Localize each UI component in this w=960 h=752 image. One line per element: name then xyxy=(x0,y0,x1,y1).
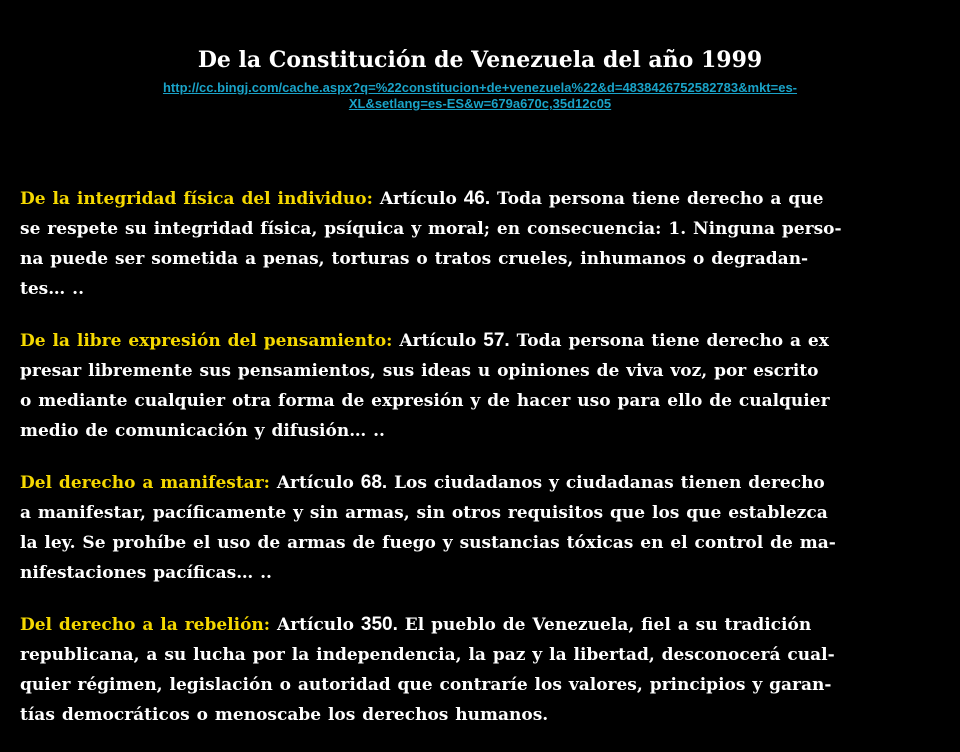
source-link[interactable] xyxy=(30,80,930,112)
page-title: De la Constitución de Venezuela del año 1999 xyxy=(197,47,763,73)
document-header xyxy=(0,46,960,112)
article-line: presar libremente sus pensamientos, sus ideas u opiniones de viva voz, por escrito xyxy=(20,361,819,381)
article-number: 350. xyxy=(360,614,398,635)
article-46 xyxy=(20,184,960,304)
source-link-line1: http://cc.bingj.com/cache.aspx?q=%22constitucion+de+venezuela%22&d=4838426752582783&mkt=es- xyxy=(162,80,798,95)
article-number: 46. xyxy=(463,188,491,209)
article-line: republicana, a su lucha por la independencia, la paz y la libertad, desconocerá cual- xyxy=(20,645,835,665)
article-heading: Del derecho a manifestar: xyxy=(20,473,270,493)
article-text: Los ciudadanos y ciudadanas tienen derecho xyxy=(387,473,825,493)
article-line: se respete su integridad física, psíquica y moral; en consecuencia: 1. Ninguna perso- xyxy=(20,219,842,239)
article-number: 57. xyxy=(483,330,510,351)
article-label: Artículo xyxy=(379,189,457,209)
article-line: la ley. Se prohíbe el uso de armas de fuego y sustancias tóxicas en el control de ma- xyxy=(20,533,836,553)
article-heading: Del derecho a la rebelión: xyxy=(20,615,271,635)
articles-section xyxy=(20,184,960,752)
article-heading: De la integridad física del individuo: xyxy=(20,189,373,209)
article-text: Toda persona tiene derecho a ex xyxy=(509,331,829,351)
article-text: El pueblo de Venezuela, fiel a su tradición xyxy=(397,615,812,635)
article-text: Toda persona tiene derecho a que xyxy=(490,189,824,209)
article-line: a manifestar, pacíficamente y sin armas, sin otros requisitos que los que establezca xyxy=(20,503,828,523)
article-label: Artículo xyxy=(399,331,477,351)
article-line: medio de comunicación y difusión… .. xyxy=(20,421,385,441)
article-label: Artículo xyxy=(277,615,354,635)
article-line: tes… .. xyxy=(20,279,84,299)
article-line: o mediante cualquier otra forma de expresión y de hacer uso para ello de cualquier xyxy=(20,391,830,411)
article-number: 68. xyxy=(360,472,388,493)
article-line: tías democráticos o menoscabe los derechos humanos. xyxy=(20,705,549,725)
article-57 xyxy=(20,326,960,446)
article-line: quier régimen, legislación o autoridad que contraríe los valores, principios y garan- xyxy=(20,675,832,695)
article-line xyxy=(20,326,960,356)
article-line: nifestaciones pacíficas… .. xyxy=(20,563,272,583)
article-heading: De la libre expresión del pensamiento: xyxy=(20,331,393,351)
article-label: Artículo xyxy=(276,473,354,493)
article-line: na puede ser sometida a penas, torturas o tratos crueles, inhumanos o degradan- xyxy=(20,249,809,269)
article-line xyxy=(20,610,960,640)
article-line xyxy=(20,184,960,214)
article-68 xyxy=(20,468,960,588)
article-350 xyxy=(20,610,960,730)
article-line xyxy=(20,468,960,498)
source-link-line2: XL&setlang=es-ES&w=679a670c,35d12c05 xyxy=(348,96,612,111)
